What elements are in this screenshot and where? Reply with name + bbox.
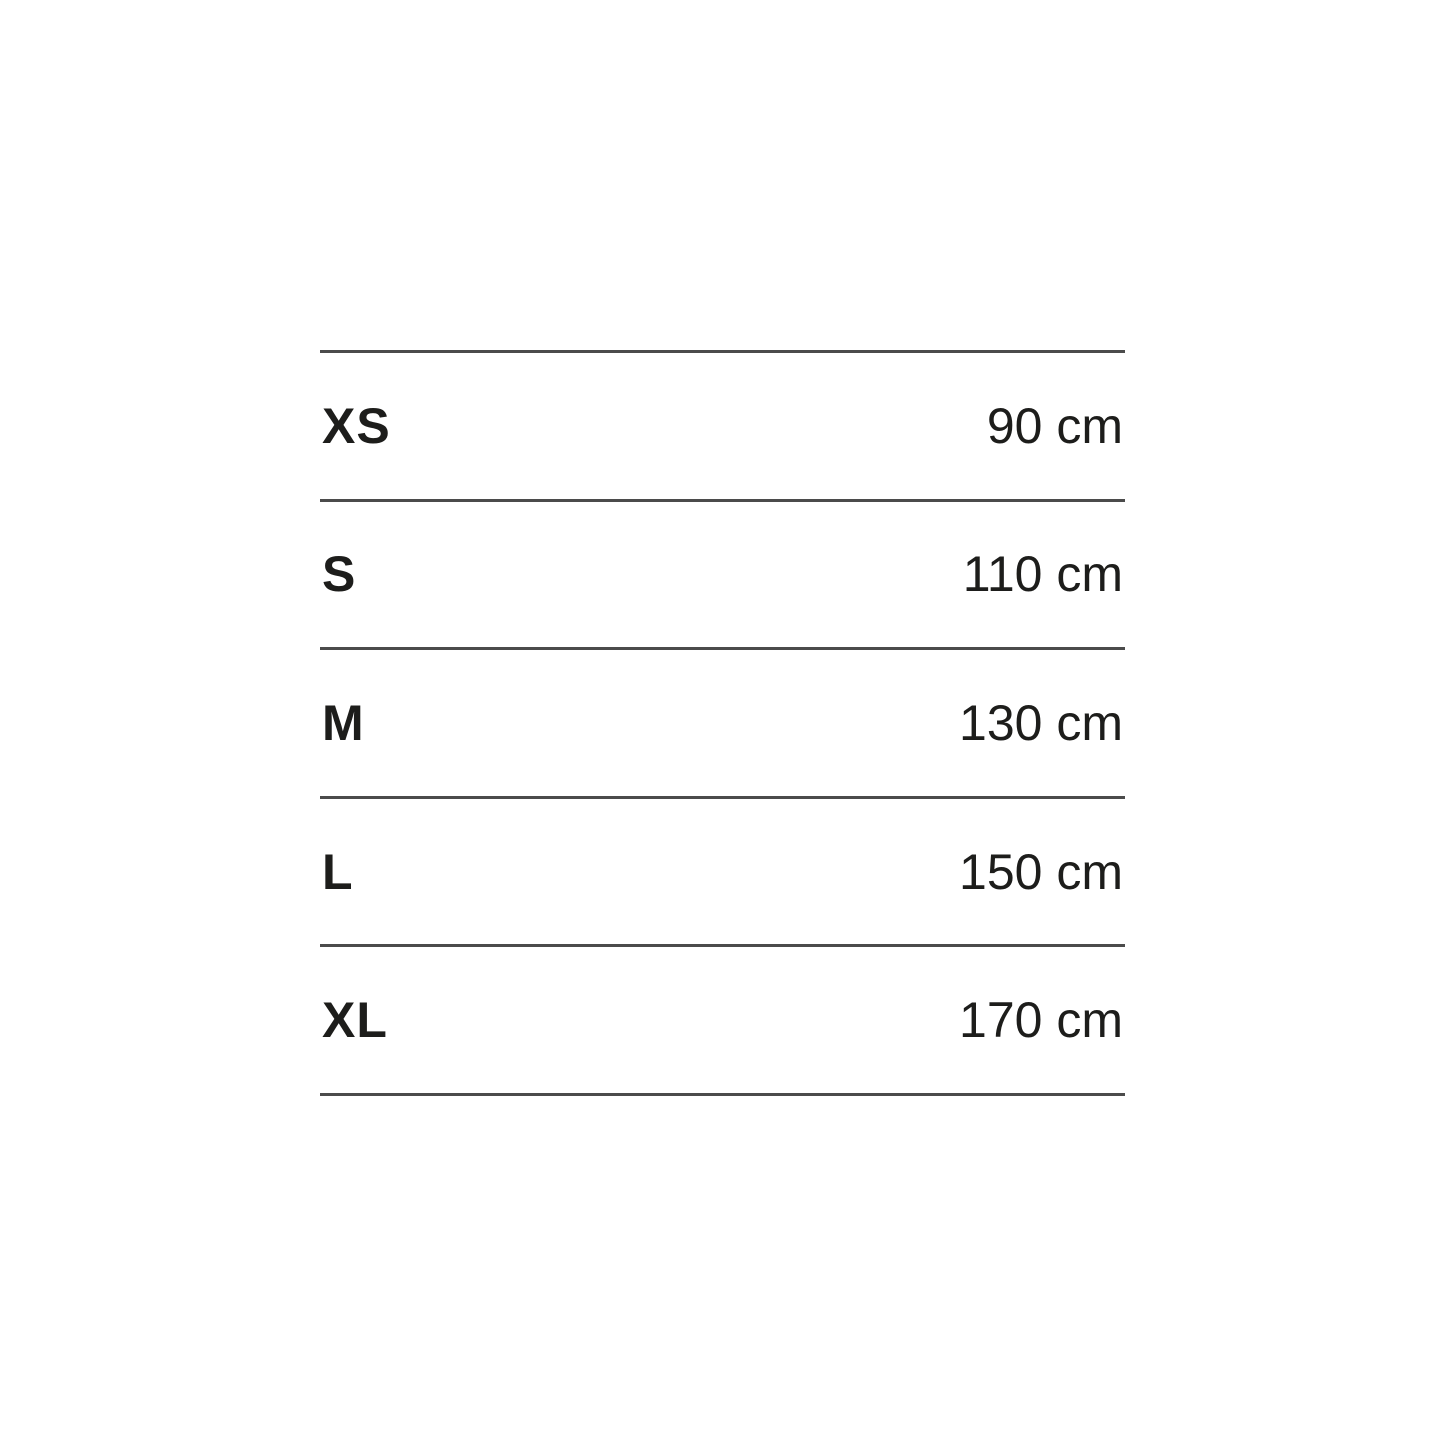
size-row-s [320, 499, 1125, 648]
size-chart-table [320, 350, 1125, 1096]
size-label-s: S [322, 546, 357, 603]
size-label-xs: XS [322, 397, 391, 454]
size-row-m [320, 647, 1125, 796]
size-row-xs [320, 350, 1125, 499]
size-label-m: M [322, 694, 365, 751]
size-row-l [320, 796, 1125, 945]
size-label-xl: XL [322, 992, 388, 1049]
length-value-xs: 90 cm [986, 397, 1123, 454]
length-value-m: 130 cm [959, 694, 1123, 751]
length-value-l: 150 cm [959, 843, 1123, 900]
length-value-xl: 170 cm [959, 992, 1123, 1049]
size-row-xl [320, 944, 1125, 1093]
length-value-s: 110 cm [962, 546, 1123, 603]
size-label-l: L [322, 843, 354, 900]
